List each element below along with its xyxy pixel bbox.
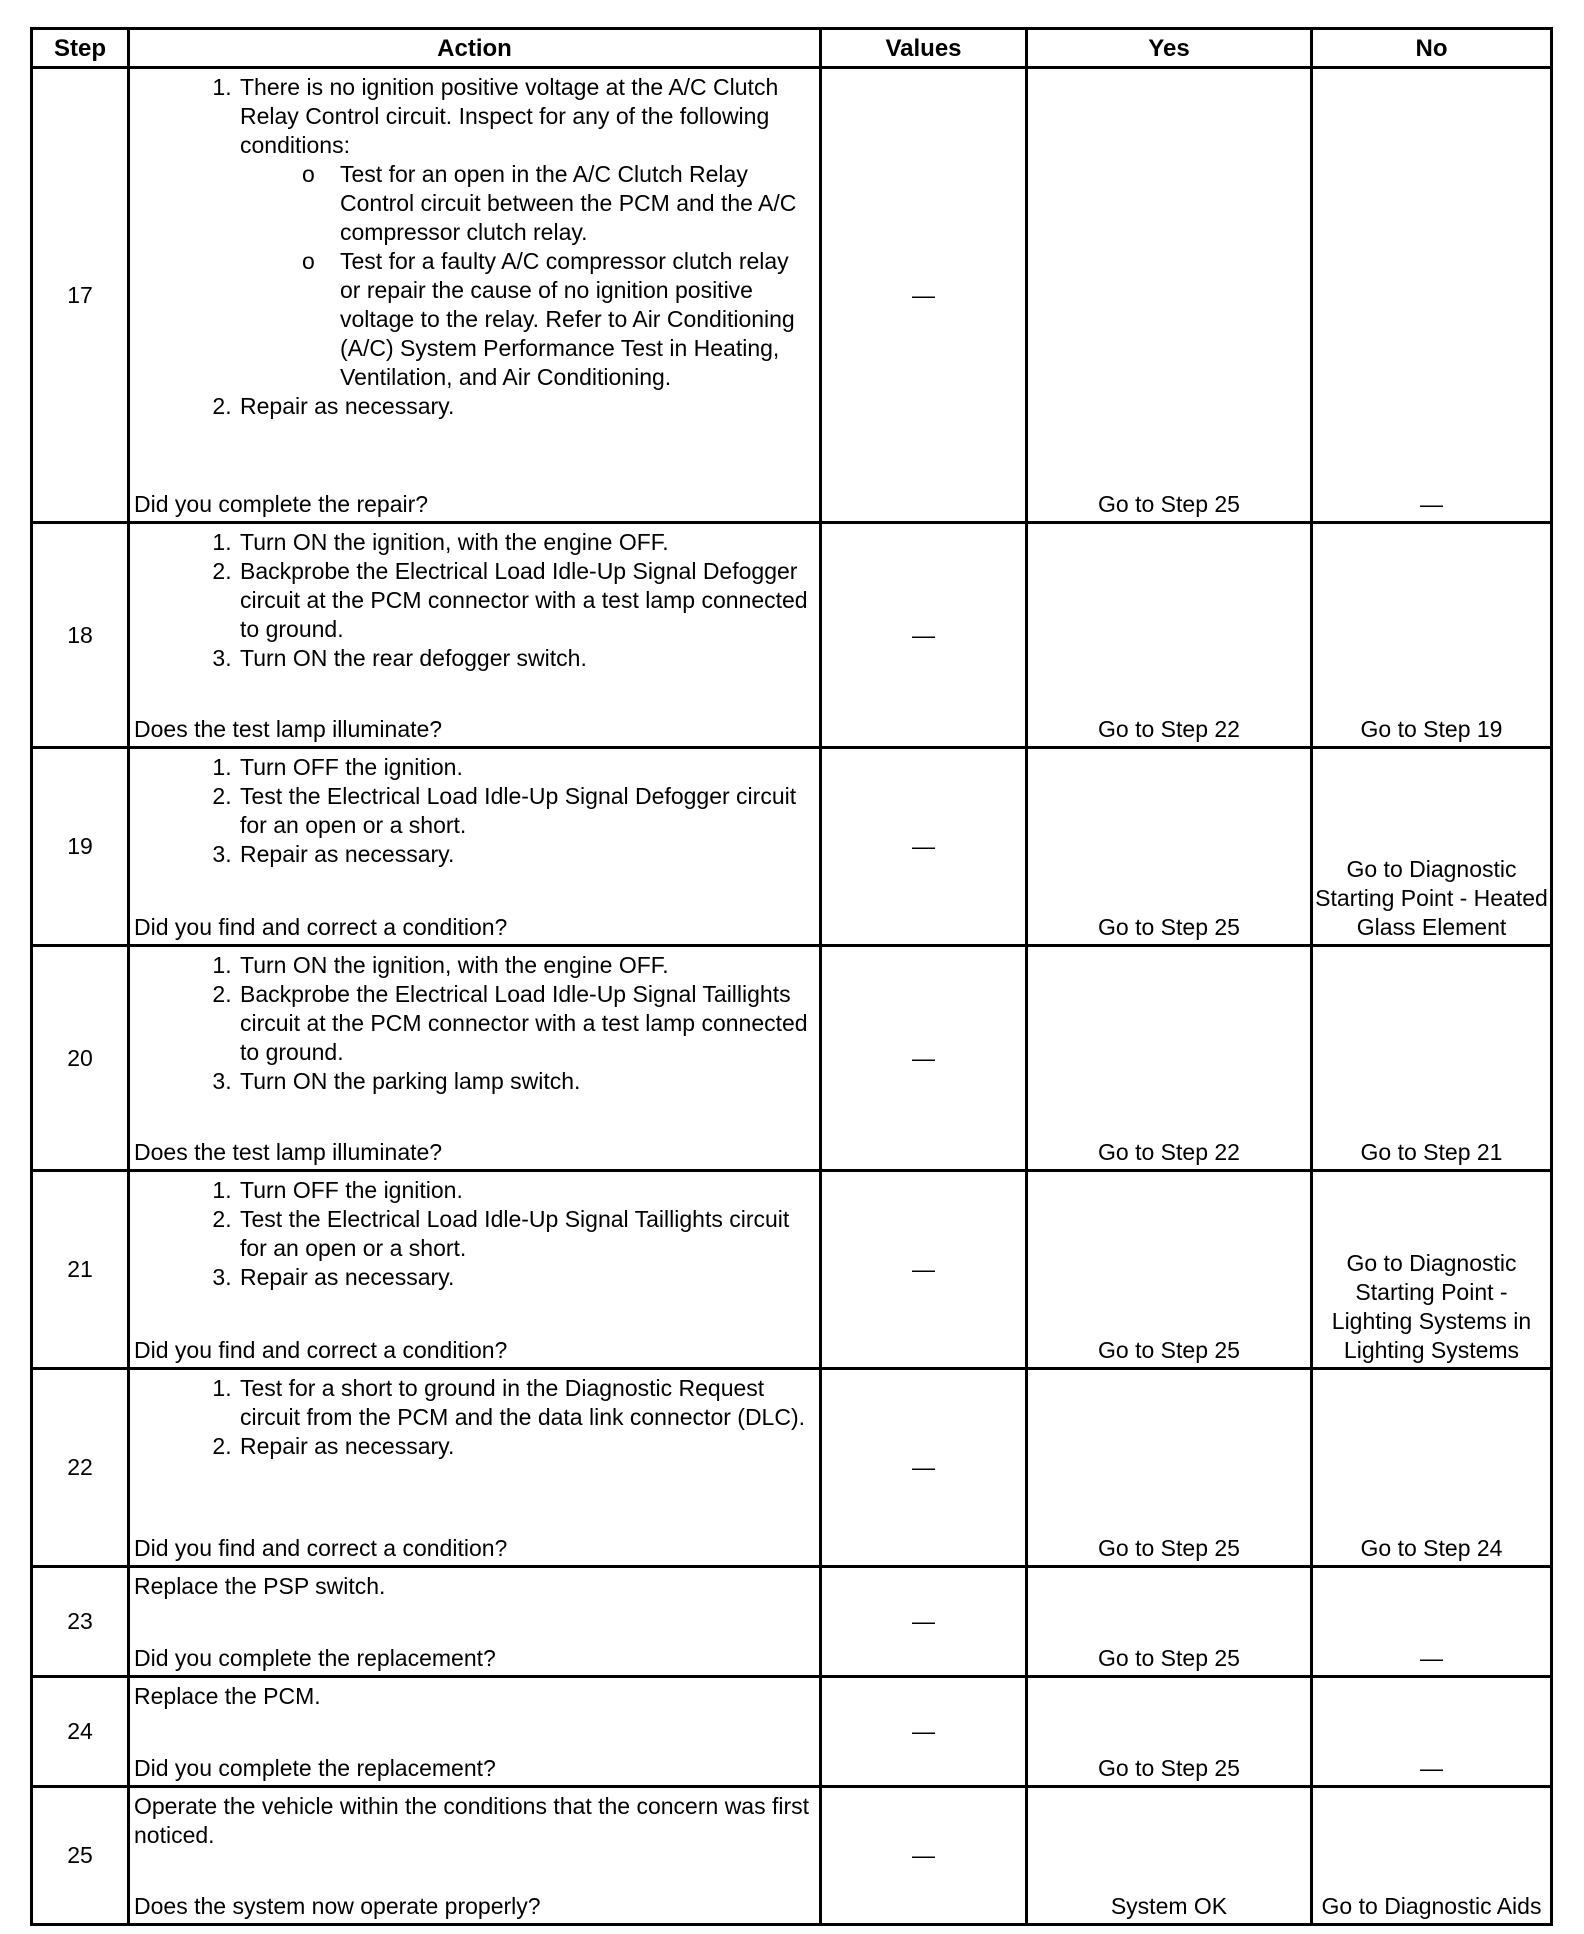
action-question: Did you find and correct a condition? — [134, 1535, 508, 1561]
header-no: No — [1312, 29, 1552, 68]
table-row — [32, 748, 1552, 946]
action-cell — [129, 68, 821, 523]
action-step: 1. Turn OFF the ignition. — [238, 1176, 815, 1205]
table-row — [32, 68, 1552, 523]
step-number: 25 — [32, 1787, 129, 1925]
action-step: 2. Repair as necessary. — [238, 1432, 815, 1461]
action-step: 3. Repair as necessary. — [238, 1263, 815, 1292]
step-number: 24 — [32, 1677, 129, 1787]
table-row — [32, 1677, 1552, 1787]
step-number: 17 — [32, 68, 129, 523]
action-step — [238, 73, 815, 392]
sub-condition: o Test for a faulty A/C compressor clutch relay or repair the cause of no ignition positive voltage to the relay. Refer to Air Conditioning (A/C) System Performance Test in Heating, Ventilation, and Air Conditioning. — [302, 247, 815, 392]
sub-condition: o Test for an open in the A/C Clutch Relay Control circuit between the PCM and the A/C compressor clutch relay. — [302, 160, 815, 247]
step-number: 22 — [32, 1369, 129, 1567]
action-steps — [134, 1374, 815, 1461]
table-row — [32, 1369, 1552, 1567]
step-number: 21 — [32, 1171, 129, 1369]
action-question: Did you find and correct a condition? — [134, 914, 508, 940]
action-steps — [134, 1176, 815, 1292]
no-result: — — [1312, 1677, 1552, 1787]
action-step: 1. Test for a short to ground in the Diagnostic Request circuit from the PCM and the data link connector (DLC). — [238, 1374, 815, 1432]
action-question: Does the system now operate properly? — [134, 1893, 541, 1919]
action-steps — [134, 951, 815, 1096]
yes-result: Go to Step 25 — [1027, 1677, 1312, 1787]
step-number: 18 — [32, 523, 129, 748]
action-step: 1. Turn ON the ignition, with the engine OFF. — [238, 951, 815, 980]
action-cell — [129, 748, 821, 946]
header-values: Values — [821, 29, 1027, 68]
action-step-text: There is no ignition positive voltage at the A/C Clutch Relay Control circuit. Inspect for any of the following conditions: — [240, 74, 779, 158]
yes-result: Go to Step 25 — [1027, 1171, 1312, 1369]
action-cell — [129, 523, 821, 748]
header-step: Step — [32, 29, 129, 68]
header-row — [32, 29, 1552, 68]
table-row — [32, 1787, 1552, 1925]
action-step: 1. Turn OFF the ignition. — [238, 753, 815, 782]
action-cell — [129, 1787, 821, 1925]
header-yes: Yes — [1027, 29, 1312, 68]
action-step: 1. Turn ON the ignition, with the engine OFF. — [238, 528, 815, 557]
values-cell: — — [821, 1787, 1027, 1925]
no-result: Go to Diagnostic Aids — [1312, 1787, 1552, 1925]
yes-result: Go to Step 22 — [1027, 946, 1312, 1171]
yes-result: System OK — [1027, 1787, 1312, 1925]
action-cell — [129, 1677, 821, 1787]
yes-result: Go to Step 22 — [1027, 523, 1312, 748]
action-step: 3. Turn ON the rear defogger switch. — [238, 644, 815, 673]
values-cell: — — [821, 1171, 1027, 1369]
yes-result: Go to Step 25 — [1027, 68, 1312, 523]
no-result: Go to Step 24 — [1312, 1369, 1552, 1567]
yes-result: Go to Step 25 — [1027, 1567, 1312, 1677]
step-number: 23 — [32, 1567, 129, 1677]
step-number: 19 — [32, 748, 129, 946]
no-result: Go to Step 21 — [1312, 946, 1552, 1171]
values-cell: — — [821, 1677, 1027, 1787]
table-row — [32, 946, 1552, 1171]
no-result: — — [1312, 68, 1552, 523]
diagnostic-table — [30, 27, 1553, 1926]
values-cell: — — [821, 748, 1027, 946]
action-step: 2. Backprobe the Electrical Load Idle-Up Signal Taillights circuit at the PCM connector with a test lamp connected to ground. — [238, 980, 815, 1067]
action-steps — [134, 753, 815, 869]
yes-result: Go to Step 25 — [1027, 748, 1312, 946]
action-question: Did you complete the replacement? — [134, 1645, 496, 1671]
action-step: 3. Repair as necessary. — [238, 840, 815, 869]
action-question: Does the test lamp illuminate? — [134, 716, 443, 742]
values-cell: — — [821, 1369, 1027, 1567]
table-row — [32, 523, 1552, 748]
sub-condition-list — [240, 160, 815, 392]
header-action: Action — [129, 29, 821, 68]
action-text: Replace the PCM. — [134, 1683, 321, 1709]
action-steps — [134, 73, 815, 421]
action-step: 2. Test the Electrical Load Idle-Up Signal Defogger circuit for an open or a short. — [238, 782, 815, 840]
values-cell: — — [821, 523, 1027, 748]
action-step: 2. Repair as necessary. — [238, 392, 815, 421]
no-result: Go to Diagnostic Starting Point - Lighting Systems in Lighting Systems — [1312, 1171, 1552, 1369]
action-cell — [129, 1567, 821, 1677]
step-number: 20 — [32, 946, 129, 1171]
action-cell — [129, 946, 821, 1171]
values-cell: — — [821, 946, 1027, 1171]
table-row — [32, 1171, 1552, 1369]
action-cell — [129, 1369, 821, 1567]
action-question: Did you complete the repair? — [134, 491, 429, 517]
yes-result: Go to Step 25 — [1027, 1369, 1312, 1567]
values-cell: — — [821, 1567, 1027, 1677]
action-step: 2. Test the Electrical Load Idle-Up Signal Taillights circuit for an open or a short. — [238, 1205, 815, 1263]
action-text: Operate the vehicle within the conditions that the concern was first noticed. — [134, 1793, 810, 1848]
action-step: 2. Backprobe the Electrical Load Idle-Up Signal Defogger circuit at the PCM connector with a test lamp connected to ground. — [238, 557, 815, 644]
action-steps — [134, 528, 815, 673]
action-question: Does the test lamp illuminate? — [134, 1139, 443, 1165]
table-row — [32, 1567, 1552, 1677]
no-result: — — [1312, 1567, 1552, 1677]
action-question: Did you find and correct a condition? — [134, 1337, 508, 1363]
no-result: Go to Step 19 — [1312, 523, 1552, 748]
action-cell — [129, 1171, 821, 1369]
no-result: Go to Diagnostic Starting Point - Heated Glass Element — [1312, 748, 1552, 946]
action-question: Did you complete the replacement? — [134, 1755, 496, 1781]
action-step: 3. Turn ON the parking lamp switch. — [238, 1067, 815, 1096]
values-cell: — — [821, 68, 1027, 523]
action-text: Replace the PSP switch. — [134, 1573, 386, 1599]
